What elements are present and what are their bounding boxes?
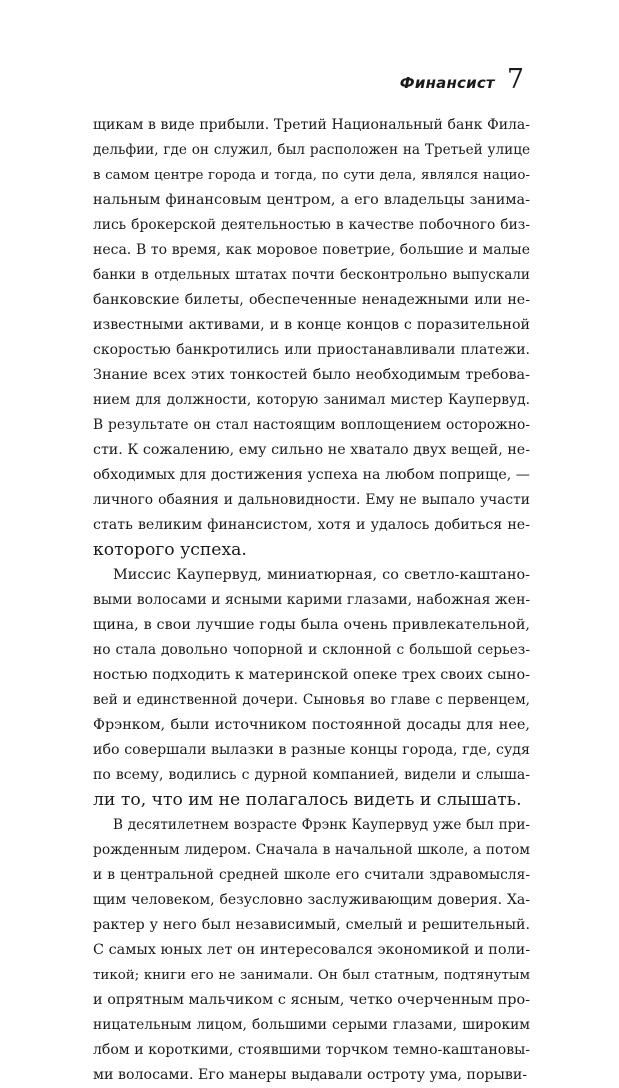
text-line: щикам в виде прибыли. Третий Национальный банк Фила- <box>93 117 530 133</box>
text-line: нальным финансовым центром, а его владельцы занима- <box>93 192 530 208</box>
body-text <box>93 113 530 1088</box>
text-line: В десятилетнем возрасте Фрэнк Каупервуд уже был при- <box>113 817 530 833</box>
paragraph <box>93 563 530 813</box>
text-line: С самых юных лет он интересовался экономикой и поли- <box>93 942 531 958</box>
text-line: и в центральной средней школе его считали здравомысля- <box>93 867 530 883</box>
text-line: которого успеха. <box>93 540 247 560</box>
text-line: В результате он стал настоящим воплощением осторожно- <box>93 417 530 433</box>
text-line: щим человеком, безусловно заслуживающим доверия. Ха- <box>93 892 530 908</box>
text-line: Миссис Каупервуд, миниатюрная, со светло-каштано- <box>113 567 530 583</box>
text-line: по всему, водились с дурной компанией, видели и слыша- <box>93 767 530 783</box>
text-line: скоростью банкротились или приостанавливали платежи. <box>93 342 530 358</box>
text-line: рожденным лидером. Сначала в начальной школе, а потом <box>93 842 530 858</box>
text-line: ностью подходить к материнской опеке трех своих сыно- <box>93 667 531 683</box>
text-line: обходимых для достижения успеха на любом поприще, — <box>93 467 530 483</box>
text-line: лись брокерской деятельностью в качестве побочного биз- <box>93 217 530 233</box>
text-line: но стала довольно чопорной и склонной с большой серьез- <box>93 642 530 658</box>
text-line: вей и единственной дочери. Сыновья во главе с первенцем, <box>93 692 530 708</box>
text-line: нием для должности, которую занимал мистер Каупервуд. <box>93 392 530 408</box>
text-line: выми волосами и ясными карими глазами, набожная жен- <box>93 592 531 608</box>
text-line: тикой; книги его не занимали. Он был статным, подтянутым <box>93 968 530 983</box>
text-line: лбом и короткими, стоявшими торчком темно-каштановы- <box>93 1042 530 1058</box>
text-line: личного обаяния и дальновидности. Ему не выпало участи <box>93 492 530 508</box>
text-line: дельфии, где он служил, был расположен на Третьей улице <box>93 142 530 158</box>
paragraph <box>93 813 530 1088</box>
text-line: известными активами, и в конце концов с поразительной <box>93 317 530 333</box>
text-line: ницательным лицом, большими серыми глазами, широким <box>93 1017 530 1033</box>
text-line: банковские билеты, обеспеченные ненадежными или не- <box>93 292 530 308</box>
text-line: сти. К сожалению, ему сильно не хватало двух вещей, не- <box>93 442 530 458</box>
text-line: рактер у него был независимый, смелый и решительный. <box>93 917 530 933</box>
text-line: и опрятным мальчиком с ясным, четко очерченным про- <box>93 992 530 1008</box>
text-line: Фрэнком, были источником постоянной досады для нее, <box>93 717 530 733</box>
text-line: ибо совершали вылазки в разные концы города, где, судя <box>93 742 530 758</box>
paragraph <box>93 113 530 563</box>
book-title: Финансист <box>399 74 495 92</box>
page-number: 7 <box>506 64 524 95</box>
text-line: в самом центре города и тогда, по сути дела, являлся нацио- <box>93 168 530 183</box>
running-header <box>400 66 524 93</box>
text-line: ли то, что им не полагалось видеть и слышать. <box>93 790 522 810</box>
text-line: неса. В то время, как моровое поветрие, большие и малые <box>93 242 530 258</box>
text-line: банки в отдельных штатах почти бесконтрольно выпускали <box>93 267 530 283</box>
text-line: ми волосами. Его манеры выдавали остроту ума, порыви- <box>93 1067 528 1083</box>
text-line: Знание всех этих тонкостей было необходимым требова- <box>93 367 530 383</box>
text-line: стать великим финансистом, хотя и удалось добиться не- <box>93 517 530 533</box>
text-line: щина, в свои лучшие годы была очень привлекательной, <box>93 617 530 633</box>
